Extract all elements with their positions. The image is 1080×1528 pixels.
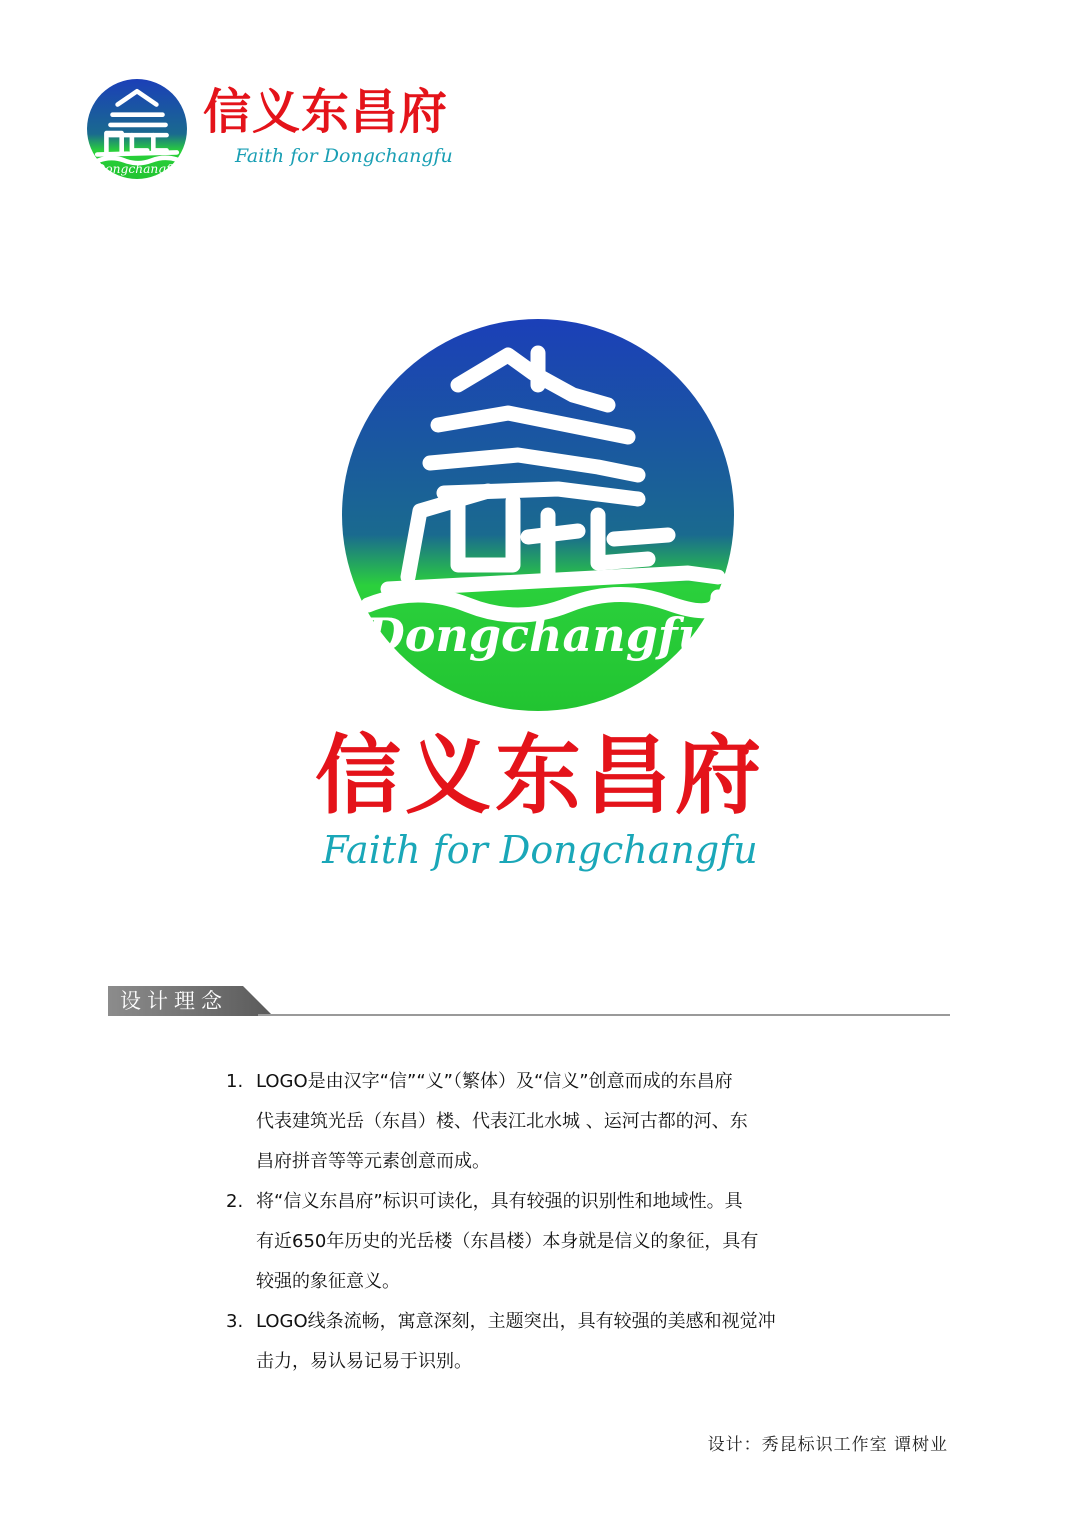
list-item-number: 2. — [226, 1191, 244, 1212]
small-logo-emblem — [86, 78, 188, 180]
design-concept-list — [226, 1062, 866, 1382]
list-item-number: 1. — [226, 1071, 244, 1092]
header-subtitle: Faith for Dongchangfu — [235, 145, 453, 167]
section-title: 设计理念 — [120, 989, 228, 1013]
text-line: 较强的象征意义。 — [256, 1271, 400, 1292]
text-line: LOGO线条流畅，寓意深刻，主题突出，具有较强的美感和视觉冲 — [256, 1311, 776, 1332]
main-subtitle: Faith for Dongchangfu — [322, 828, 758, 872]
section-header — [108, 986, 950, 1018]
text-line: LOGO是由汉字“信”“义”（繁体）及“信义”创意而成的东昌府 — [256, 1071, 733, 1092]
list-item — [226, 1062, 866, 1182]
text-line: 击力，易认易记易于识别。 — [256, 1351, 472, 1372]
list-item-text — [256, 1182, 758, 1302]
main-emblem-wordmark: Dongchangfu — [364, 608, 712, 662]
small-emblem-wordmark: Dongchangfu — [95, 161, 179, 176]
text-line: 昌府拼音等等元素创意而成。 — [256, 1151, 490, 1172]
list-item-text — [256, 1302, 776, 1382]
section-divider — [258, 1014, 950, 1016]
list-item — [226, 1182, 866, 1302]
list-item-number: 3. — [226, 1311, 244, 1332]
text-line: 有近650年历史的光岳楼（东昌楼）本身就是信义的象征，具有 — [256, 1231, 759, 1252]
main-title: 信义东昌府 — [315, 726, 765, 826]
list-item-text — [256, 1062, 748, 1182]
main-logo-emblem — [338, 315, 738, 715]
header-title: 信义东昌府 — [203, 84, 449, 140]
text-line: 将“信义东昌府”标识可读化，具有较强的识别性和地域性。具 — [256, 1191, 743, 1212]
list-item — [226, 1302, 866, 1382]
text-line: 代表建筑光岳（东昌）楼、代表江北水城 、运河古都的河、东 — [256, 1111, 748, 1132]
designer-credit: 设计：秀昆标识工作室 谭树业 — [707, 1435, 948, 1455]
